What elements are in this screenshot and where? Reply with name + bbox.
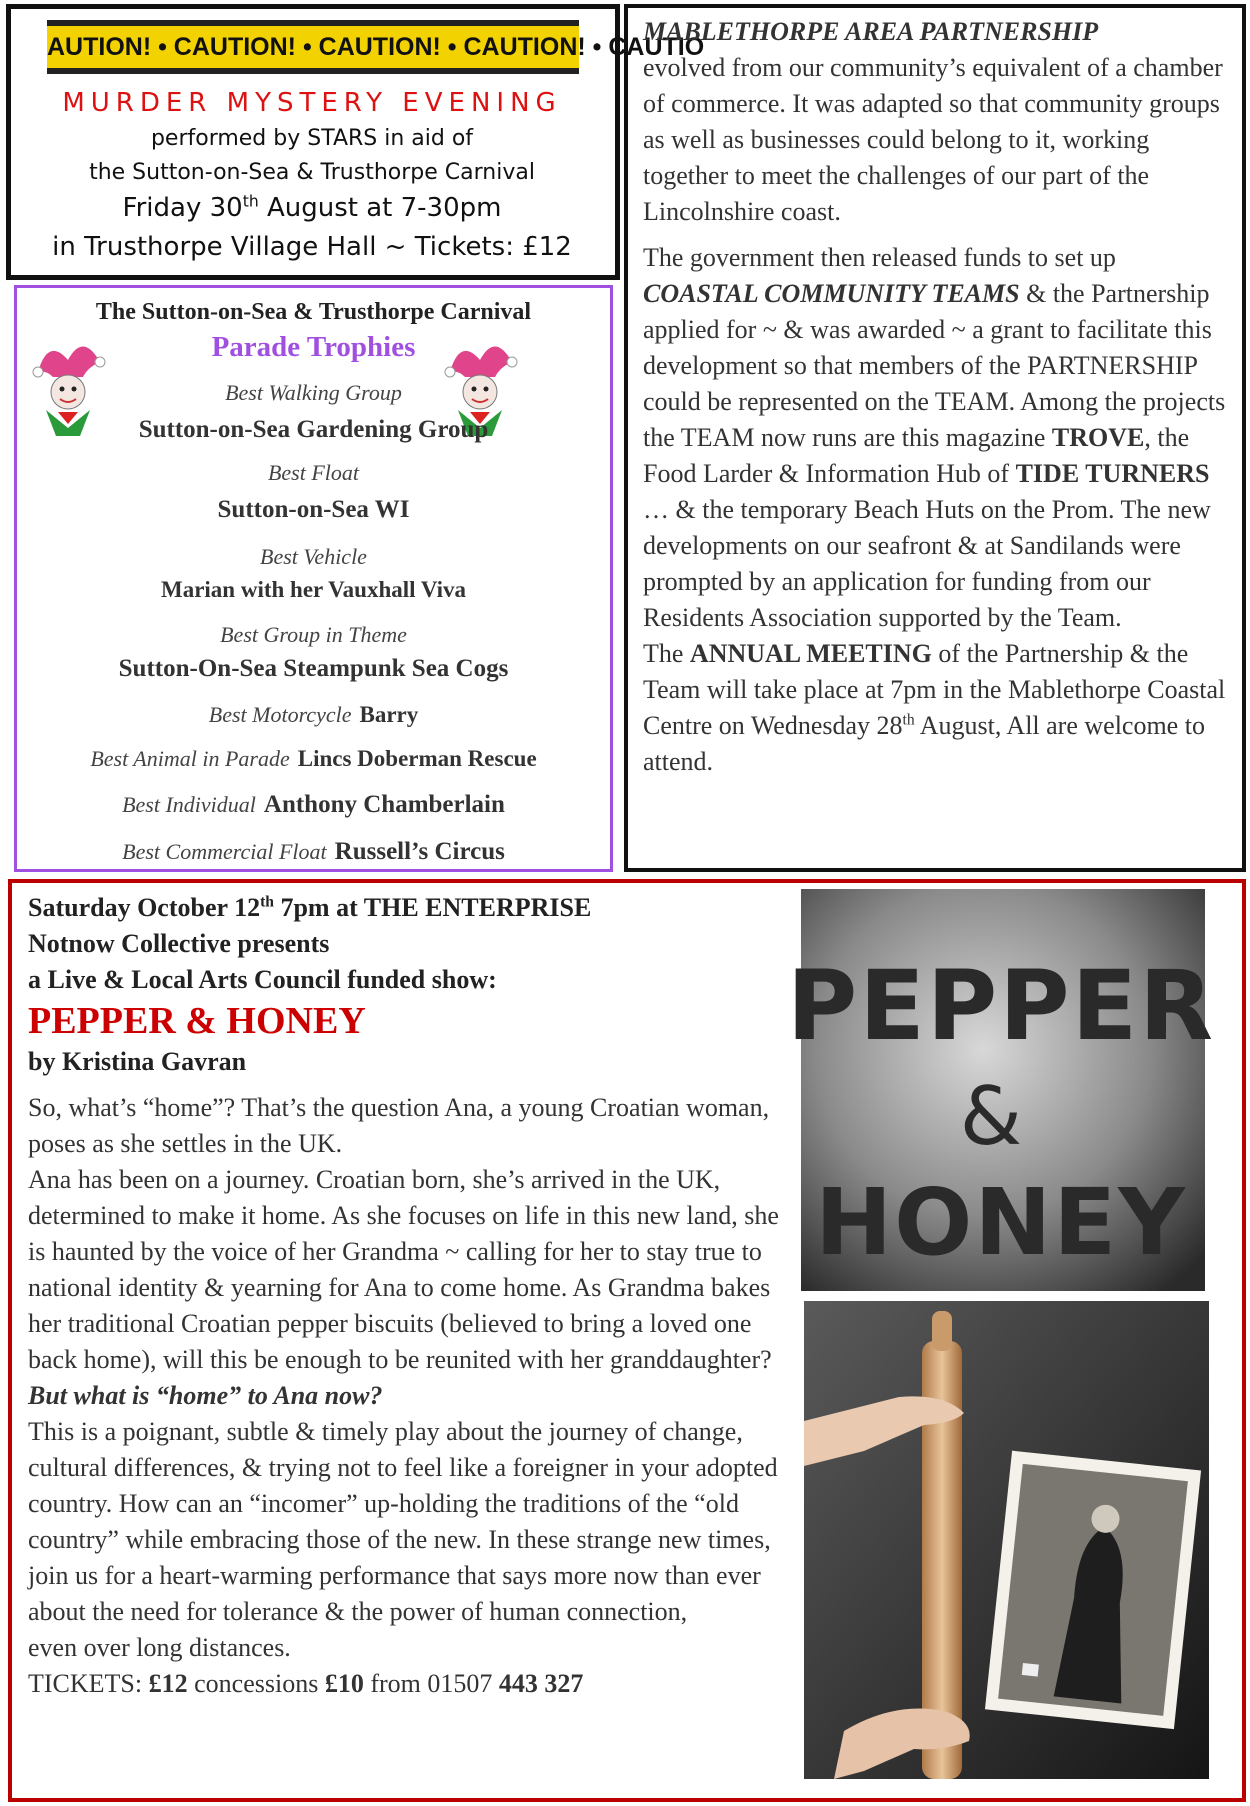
show-date: Saturday October 12th 7pm at THE ENTERPRISE: [28, 893, 592, 922]
murder-mystery-venue: in Trusthorpe Village Hall ~ Tickets: £12: [52, 232, 572, 262]
award-winner: Sutton-on-Sea WI: [217, 496, 410, 523]
partnership-article: [643, 14, 1233, 780]
show-question: But what is “home” to Ana now?: [28, 1381, 383, 1410]
award-row: Best Animal in Parade Lincs Doberman Rescue: [90, 746, 537, 771]
show-presenter: Notnow Collective presents: [28, 929, 330, 958]
image-ampersand: &: [959, 1070, 1023, 1163]
pepper-honey-article: [28, 890, 788, 1702]
show-para-2: Ana has been on a journey. Croatian born, she’s arrived in the UK, determined to make it home. As she focuses on life in this new land, she is haunted by the voice of her Grandma ~ calling for her to stay true to national identity & yearning for Ana to come home. As Grandma bakes her traditional Croatian pepper biscuits (believed to bring a loved one back home), will this be enough to be reunited with her granddaughter?: [28, 1165, 779, 1374]
show-funding: a Live & Local Arts Council funded show:: [28, 965, 497, 994]
award-category: Best Walking Group: [225, 380, 402, 405]
image-word-honey: HONEY: [815, 1169, 1187, 1276]
image-word-pepper: PEPPER: [786, 950, 1216, 1062]
award-category: Best Group in Theme: [220, 622, 407, 647]
award-category: Best Float: [267, 460, 360, 485]
carnival-title: The Sutton-on-Sea & Trusthorpe Carnival: [95, 299, 532, 325]
award-row: Best Individual Anthony Chamberlain: [122, 791, 505, 818]
partnership-heading: MABLETHORPE AREA PARTNERSHIP: [643, 17, 1099, 46]
show-author: by Kristina Gavran: [28, 1047, 247, 1076]
caution-tape-text: AUTION! • CAUTION! • CAUTION! • CAUTION! • CAUTIO: [47, 33, 705, 61]
murder-mystery-title: MURDER MYSTERY EVENING: [62, 88, 562, 118]
murder-mystery-date: Friday 30th August at 7-30pm: [122, 192, 502, 223]
partnership-para-3: The ANNUAL MEETING of the Partnership & the Team will take place at 7pm in the Mablethorpe Coastal Centre on Wednesday 28th August, All are welcome to attend.: [643, 639, 1226, 776]
murder-mystery-beneficiary: the Sutton-on-Sea & Trusthorpe Carnival: [89, 160, 535, 185]
show-para-3-end: even over long distances.: [28, 1633, 291, 1662]
partnership-para-1: MABLETHORPE AREA PARTNERSHIP evolved from our community’s equivalent of a chamber of commerce. It was adapted so that community groups as well as businesses could belong to it, working together to meet the challenges of our part of the Lincolnshire coast.: [643, 17, 1223, 226]
award-row: Best Motorcycle Barry: [208, 702, 419, 727]
pepper-honey-flour-image: [786, 889, 1216, 1291]
award-winner: Sutton-on-Sea Gardening Group: [138, 416, 489, 443]
award-winner: Sutton-On-Sea Steampunk Sea Cogs: [118, 655, 509, 682]
award-winner: Marian with her Vauxhall Viva: [160, 577, 467, 602]
show-title: PEPPER & HONEY: [28, 1000, 366, 1042]
caution-tape: [47, 20, 705, 74]
partnership-para-2: The government then released funds to set up COASTAL COMMUNITY TEAMS & the Partnership applied for ~ & was awarded ~ a grant to facilitate this development so that members of the PARTNERSHIP could be represented on the TEAM. Among the projects the TEAM now runs are this magazine TROVE, the Food Larder & Information Hub of TIDE TURNERS … & the temporary Beach Huts on the Prom. The new developments on our seafront & at Sandilands were prompted by an application for funding from our Residents Association supported by the Team.: [643, 243, 1226, 632]
carnival-subtitle: Parade Trophies: [211, 331, 416, 363]
award-category: Best Vehicle: [260, 544, 367, 569]
show-tickets: TICKETS: £12 concessions £10 from 01507 443 327: [28, 1669, 584, 1698]
award-row: Best Commercial Float Russell’s Circus: [122, 838, 505, 865]
show-para-3: This is a poignant, subtle & timely play about the journey of change, cultural differences, & trying not to feel like a foreigner in your adopted country. How can an “incomer” up-holding the traditions of the “old country” while embracing those of the new. In these strange new times, join us for a heart-warming performance that says more now than ever about the need for tolerance & the power of human connection,: [28, 1417, 778, 1626]
murder-mystery-performer: performed by STARS in aid of: [150, 126, 474, 151]
rolling-pin-photo-image: [804, 1301, 1209, 1779]
show-para-1: So, what’s “home”? That’s the question Ana, a young Croatian woman, poses as she settles in the UK.: [28, 1093, 770, 1158]
